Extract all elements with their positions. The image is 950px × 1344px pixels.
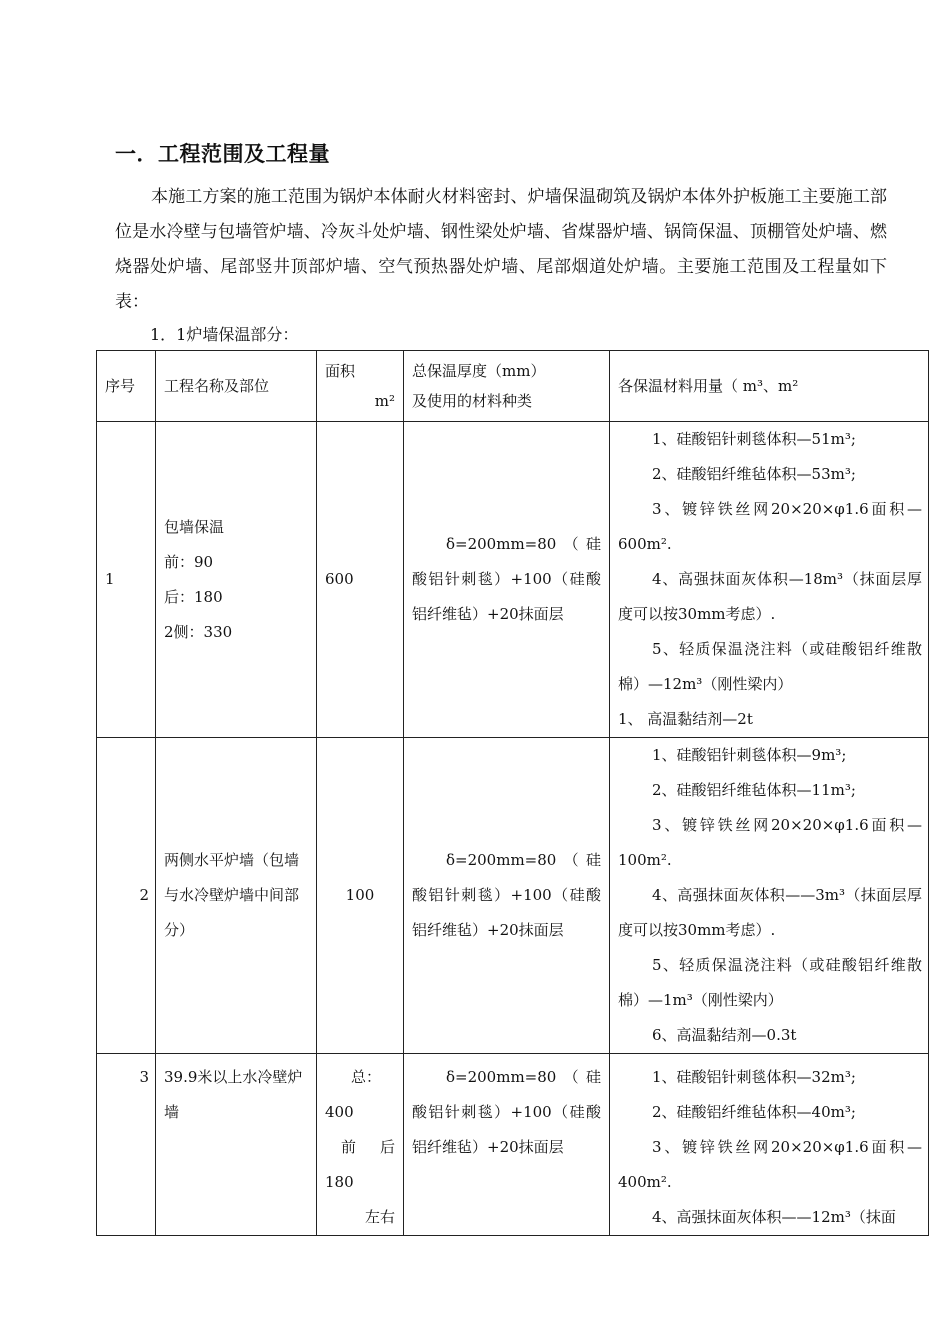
table-row	[97, 1054, 929, 1236]
material-line: 1、 高温黏结剂—2t	[618, 710, 753, 728]
thickness-text: δ=200mm=80（硅酸铝针刺毯）+100（硅酸铝纤维毡）+20抹面层	[412, 851, 601, 939]
material-line: 2、硅酸铝纤维毡体积—40m³;	[652, 1103, 856, 1121]
material-line: 1、硅酸铝针刺毯体积—9m³;	[652, 746, 847, 764]
material-line: 4、高强抹面灰体积——3m³（抹面层厚度可以按30mm考虑）.	[618, 886, 922, 939]
row-name	[156, 1054, 317, 1236]
intro-paragraph	[115, 180, 887, 320]
row-name	[156, 422, 317, 738]
subsection-heading: 1．1炉墙保温部分：	[150, 325, 299, 344]
header-area-unit: m²	[374, 392, 395, 410]
table-row	[97, 738, 929, 1054]
name-line: 后：180	[164, 587, 223, 606]
material-line: 4、高强抹面灰体积——12m³（抹面	[652, 1208, 896, 1226]
row-materials	[610, 738, 929, 1054]
area-line: 400	[325, 1103, 354, 1121]
name-line: 39.9米以上水冷壁炉墙	[164, 1068, 303, 1121]
name-line: 包墙保温	[164, 517, 225, 536]
insulation-table	[96, 350, 929, 1236]
material-line: 4、高强抹面灰体积—18m³（抹面层厚度可以按30mm考虑）.	[618, 570, 922, 623]
material-line: 5、轻质保温浇注料（或硅酸铝纤维散棉）—1m³（刚性梁内）	[618, 956, 922, 1009]
area-line: 后	[379, 1138, 395, 1156]
row-materials	[610, 1054, 929, 1236]
row-materials	[610, 422, 929, 738]
material-line: 2、硅酸铝纤维毡体积—11m³;	[652, 781, 856, 799]
material-line: 2、硅酸铝纤维毡体积—53m³;	[652, 465, 856, 483]
table-row	[97, 422, 929, 738]
row-area: 600	[317, 422, 404, 738]
header-materials: 各保温材料用量（ m³、m²	[610, 351, 929, 422]
row-thickness	[404, 738, 610, 1054]
intro-text: 本施工方案的施工范围为锅炉本体耐火材料密封、炉墙保温砌筑及锅炉本体外护板施工主要施工部位是水冷壁与包墙管炉墙、冷灰斗处炉墙、钢性梁处炉墙、省煤器炉墙、锅筒保温、顶棚管处炉墙、燃烧器处炉墙、尾部竖井顶部炉墙、空气预热器处炉墙、尾部烟道处炉墙。主要施工范围及工程量如下表：	[115, 187, 887, 312]
header-area	[317, 351, 404, 422]
header-thickness-line2: 及使用的材料种类	[412, 392, 533, 410]
header-thickness	[404, 351, 610, 422]
thickness-text: δ=200mm=80（硅酸铝针刺毯）+100（硅酸铝纤维毡）+20抹面层	[412, 535, 601, 623]
area-line: 180	[325, 1173, 354, 1191]
area-line: 总：	[350, 1068, 381, 1086]
row-no: 3	[97, 1054, 156, 1236]
name-line: 两侧水平炉墙（包墙与水冷壁炉墙中间部分）	[164, 851, 300, 939]
section-heading: 一．工程范围及工程量	[115, 142, 330, 166]
material-line: 1、硅酸铝针刺毯体积—32m³;	[652, 1068, 856, 1086]
material-line: 1、硅酸铝针刺毯体积—51m³;	[652, 430, 856, 448]
row-no: 2	[97, 738, 156, 1054]
header-name: 工程名称及部位	[156, 351, 317, 422]
row-name	[156, 738, 317, 1054]
material-line: 5、轻质保温浇注料（或硅酸铝纤维散棉）—12m³（刚性梁内）	[618, 640, 922, 693]
material-line: 3、镀锌铁丝网20×20×φ1.6面积—400m².	[618, 1138, 922, 1191]
material-line: 3、镀锌铁丝网20×20×φ1.6面积—100m².	[618, 816, 922, 869]
area-line: 前	[341, 1138, 357, 1156]
row-area: 100	[317, 738, 404, 1054]
table-header-row	[97, 351, 929, 422]
header-area-label: 面积	[325, 362, 356, 380]
row-no: 1	[97, 422, 156, 738]
row-thickness	[404, 1054, 610, 1236]
thickness-text: δ=200mm=80（硅酸铝针刺毯）+100（硅酸铝纤维毡）+20抹面层	[412, 1068, 601, 1156]
material-line: 6、高温黏结剂—0.3t	[652, 1026, 797, 1044]
material-line: 3、镀锌铁丝网20×20×φ1.6面积—600m².	[618, 500, 922, 553]
header-thickness-line1: 总保温厚度（mm）	[412, 362, 546, 380]
area-line-pair	[325, 1130, 395, 1165]
row-area	[317, 1054, 404, 1236]
header-no: 序号	[97, 351, 156, 422]
name-line: 2侧：330	[164, 622, 233, 641]
name-line: 前：90	[164, 552, 214, 571]
row-thickness	[404, 422, 610, 738]
area-line: 左右	[364, 1208, 395, 1226]
